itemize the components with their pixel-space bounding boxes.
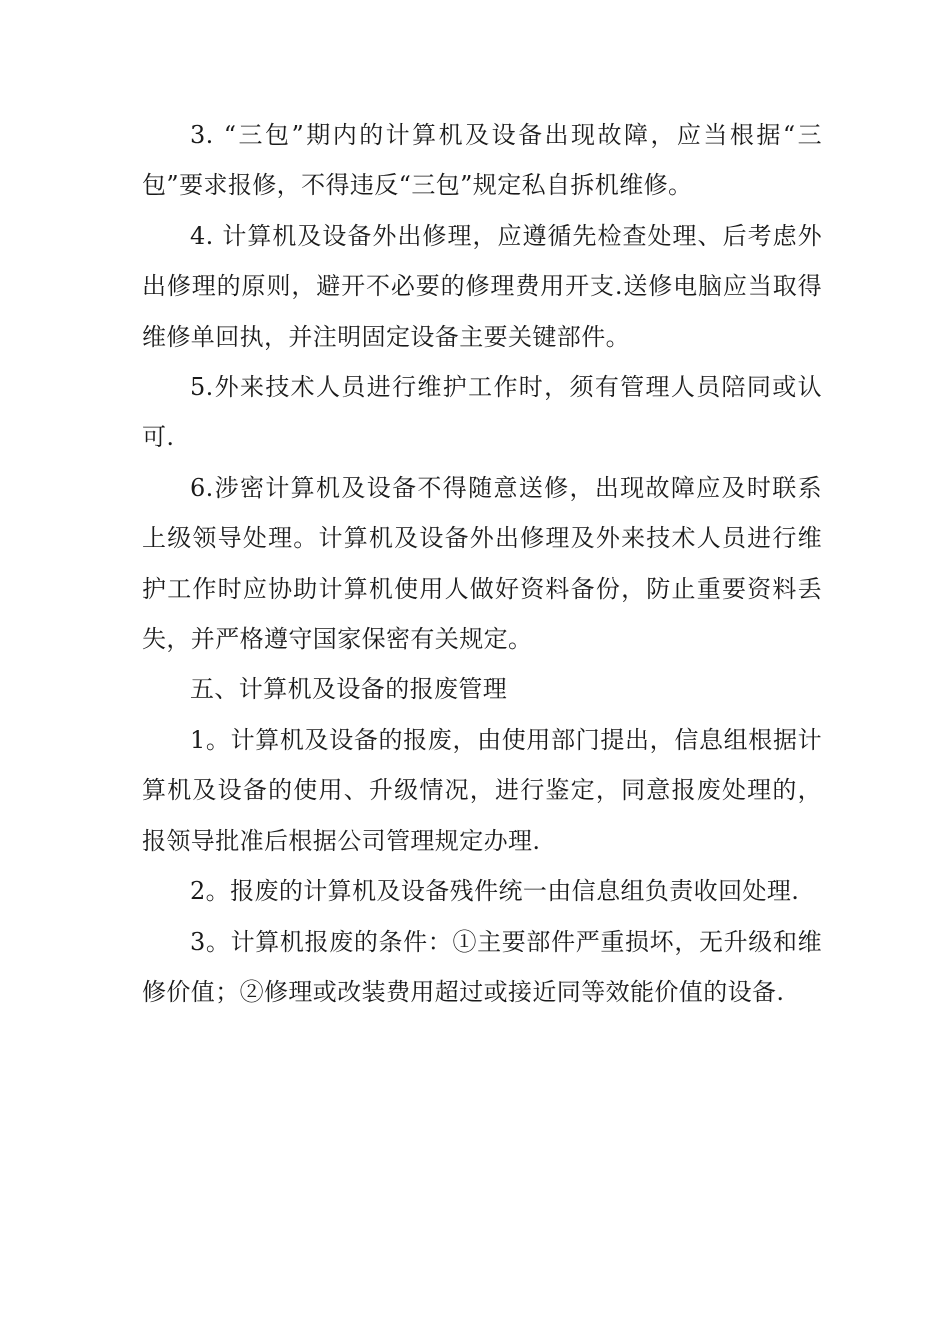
paragraph-item-4-external-repair: 4. 计算机及设备外出修理，应遵循先检查处理、后考虑外出修理的原则，避开不必要的修理费用开支.送修电脑应当取得维修单回执，并注明固定设备主要关键部件。 — [142, 221, 822, 351]
document-body — [142, 110, 822, 1017]
paragraph-scrap-item-3: 3。计算机报废的条件：①主要部件严重损坏，无升级和维修价值；②修理或改装费用超过或接近同等效能价值的设备. — [142, 927, 822, 1006]
paragraph-scrap-item-2: 2。报废的计算机及设备残件统一由信息组负责收回处理. — [190, 877, 800, 906]
paragraph-scrap-item-1: 1。计算机及设备的报废，由使用部门提出，信息组根据计算机及设备的使用、升级情况，进行鉴定，同意报废处理的，报领导批准后根据公司管理规定办理. — [142, 725, 822, 855]
section-heading-scrap-management: 五、计算机及设备的报废管理 — [190, 675, 508, 704]
paragraph-item-5-external-technicians: 5.外来技术人员进行维护工作时，须有管理人员陪同或认可. — [142, 373, 822, 452]
paragraph-item-6-classified-equipment: 6.涉密计算机及设备不得随意送修，出现故障应及时联系上级领导处理。计算机及设备外出修理及外来技术人员进行维护工作时应协助计算机使用人做好资料备份，防止重要资料丢失，并严格遵守国家保密有关规定。 — [142, 473, 822, 654]
paragraph-item-3-warranty-repair: 3. “三包”期内的计算机及设备出现故障，应当根据“三包”要求报修，不得违反“三包”规定私自拆机维修。 — [142, 121, 822, 200]
